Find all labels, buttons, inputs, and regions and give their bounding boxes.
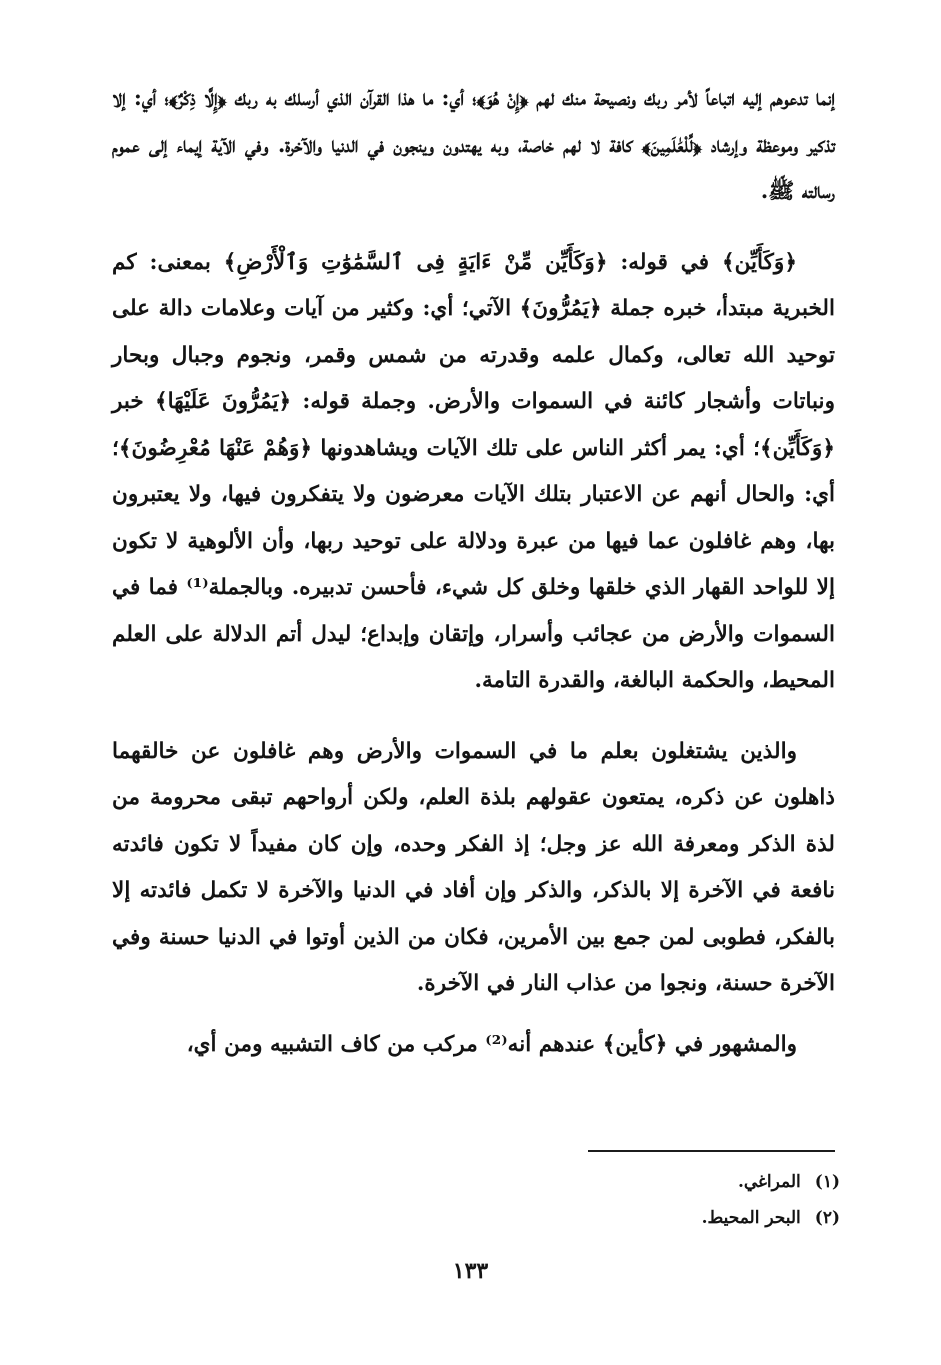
- paragraph-2: ﴿وَكَأَيِّن﴾ في قوله: ﴿وَكَأَيِّن مِّنْ ءَايَةٍ فِى ٱلسَّمَٰوَٰتِ وَٱلْأَرْضِ﴾ بمعنى: كم الخبرية مبتدأ، خبره جملة ﴿يَمُرُّونَ﴾ الآتي؛ أي: وكثير من آيات وعلامات دالة على توحيد الله تعالى، وكمال علمه وقدرته من شمس وقمر، ونجوم وجبال وبحار ونباتات وأشجار كائنة في السموات والأرض. وجملة قوله: ﴿يَمُرُّونَ عَلَيْهَا﴾ خبر ﴿وَكَأَيِّن﴾؛ أي: يمر أكثر الناس على تلك الآيات ويشاهدونها ﴿وَهُمْ عَنْهَا مُعْرِضُونَ﴾؛ أي: والحال أنهم عن الاعتبار بتلك الآيات معرضون ولا يتفكرون فيها، ولا يعتبرون بها، وهم غافلون عما فيها من عبرة ودلالة على توحيد ربها، وأن الألوهية لا تكون إلا للواحد القهار الذي خلقها وخلق كل شيء، فأحسن تدبيره. وبالجملة⁽¹⁾ فما في السموات والأرض من عجائب وأسرار، وإتقان وإبداع؛ ليدل أتم الدلالة على العلم المحيط، والحكمة البالغة، والقدرة التامة.: [112, 249, 835, 693]
- paragraph-3: والذين يشتغلون بعلم ما في السموات والأرض وهم غافلون عن خالقهما ذاهلون عن ذكره، يمتعون عقولهم بلذة العلم، ولكن أرواحهم تبقى محرومة من لذة الذكر ومعرفة الله عز وجل؛ إذ الفكر وحده، وإن كان مفيداً لا تكون فائدته نافعة في الآخرة إلا بالذكر، والذكر وإن أفاد في الدنيا والآخرة لا تكمل فائدته إلا بالفكر، فطوبى لمن جمع بين الأمرين، فكان من الذين أوتوا في الدنيا حسنة وفي الآخرة حسنة، ونجوا من عذاب النار في الآخرة.: [112, 738, 835, 996]
- footnote-number: (٢): [814, 1208, 840, 1228]
- footnote-1: [560, 1164, 840, 1200]
- footnote-text: البحر المحيط.: [701, 1208, 801, 1228]
- paragraph-1: إنما تدعوهم إليه اتباعاً لأمر ربك ونصيحة منك لهم ﴿إِنْ هُوَ﴾؛ أي: ما هذا القرآن الذي أرسلك به ربك ﴿إِلَّا ذِكْرٌ﴾؛ أي: إلا تذكير وموعظة وإرشاد ﴿لِّلْعَٰلَمِينَ﴾ كافة لا لهم خاصة، وبه يهتدون وينجون في الدنيا والآخرة. وفي الآية إيماء إلى عموم رسالته ﷺ.: [112, 86, 835, 204]
- footnotes: [560, 1164, 840, 1236]
- footnote-number: (١): [814, 1172, 840, 1192]
- main-text: [112, 76, 835, 1068]
- footnote-text: المراغي.: [737, 1172, 801, 1192]
- page-number: ١٣٣: [452, 1258, 489, 1284]
- footnote-2: [560, 1200, 840, 1236]
- footnote-separator: [588, 1150, 835, 1152]
- paragraph-4: والمشهور في ﴿كأين﴾ عندهم أنه⁽²⁾ مركب من كاف التشبيه ومن أي،: [186, 1031, 797, 1057]
